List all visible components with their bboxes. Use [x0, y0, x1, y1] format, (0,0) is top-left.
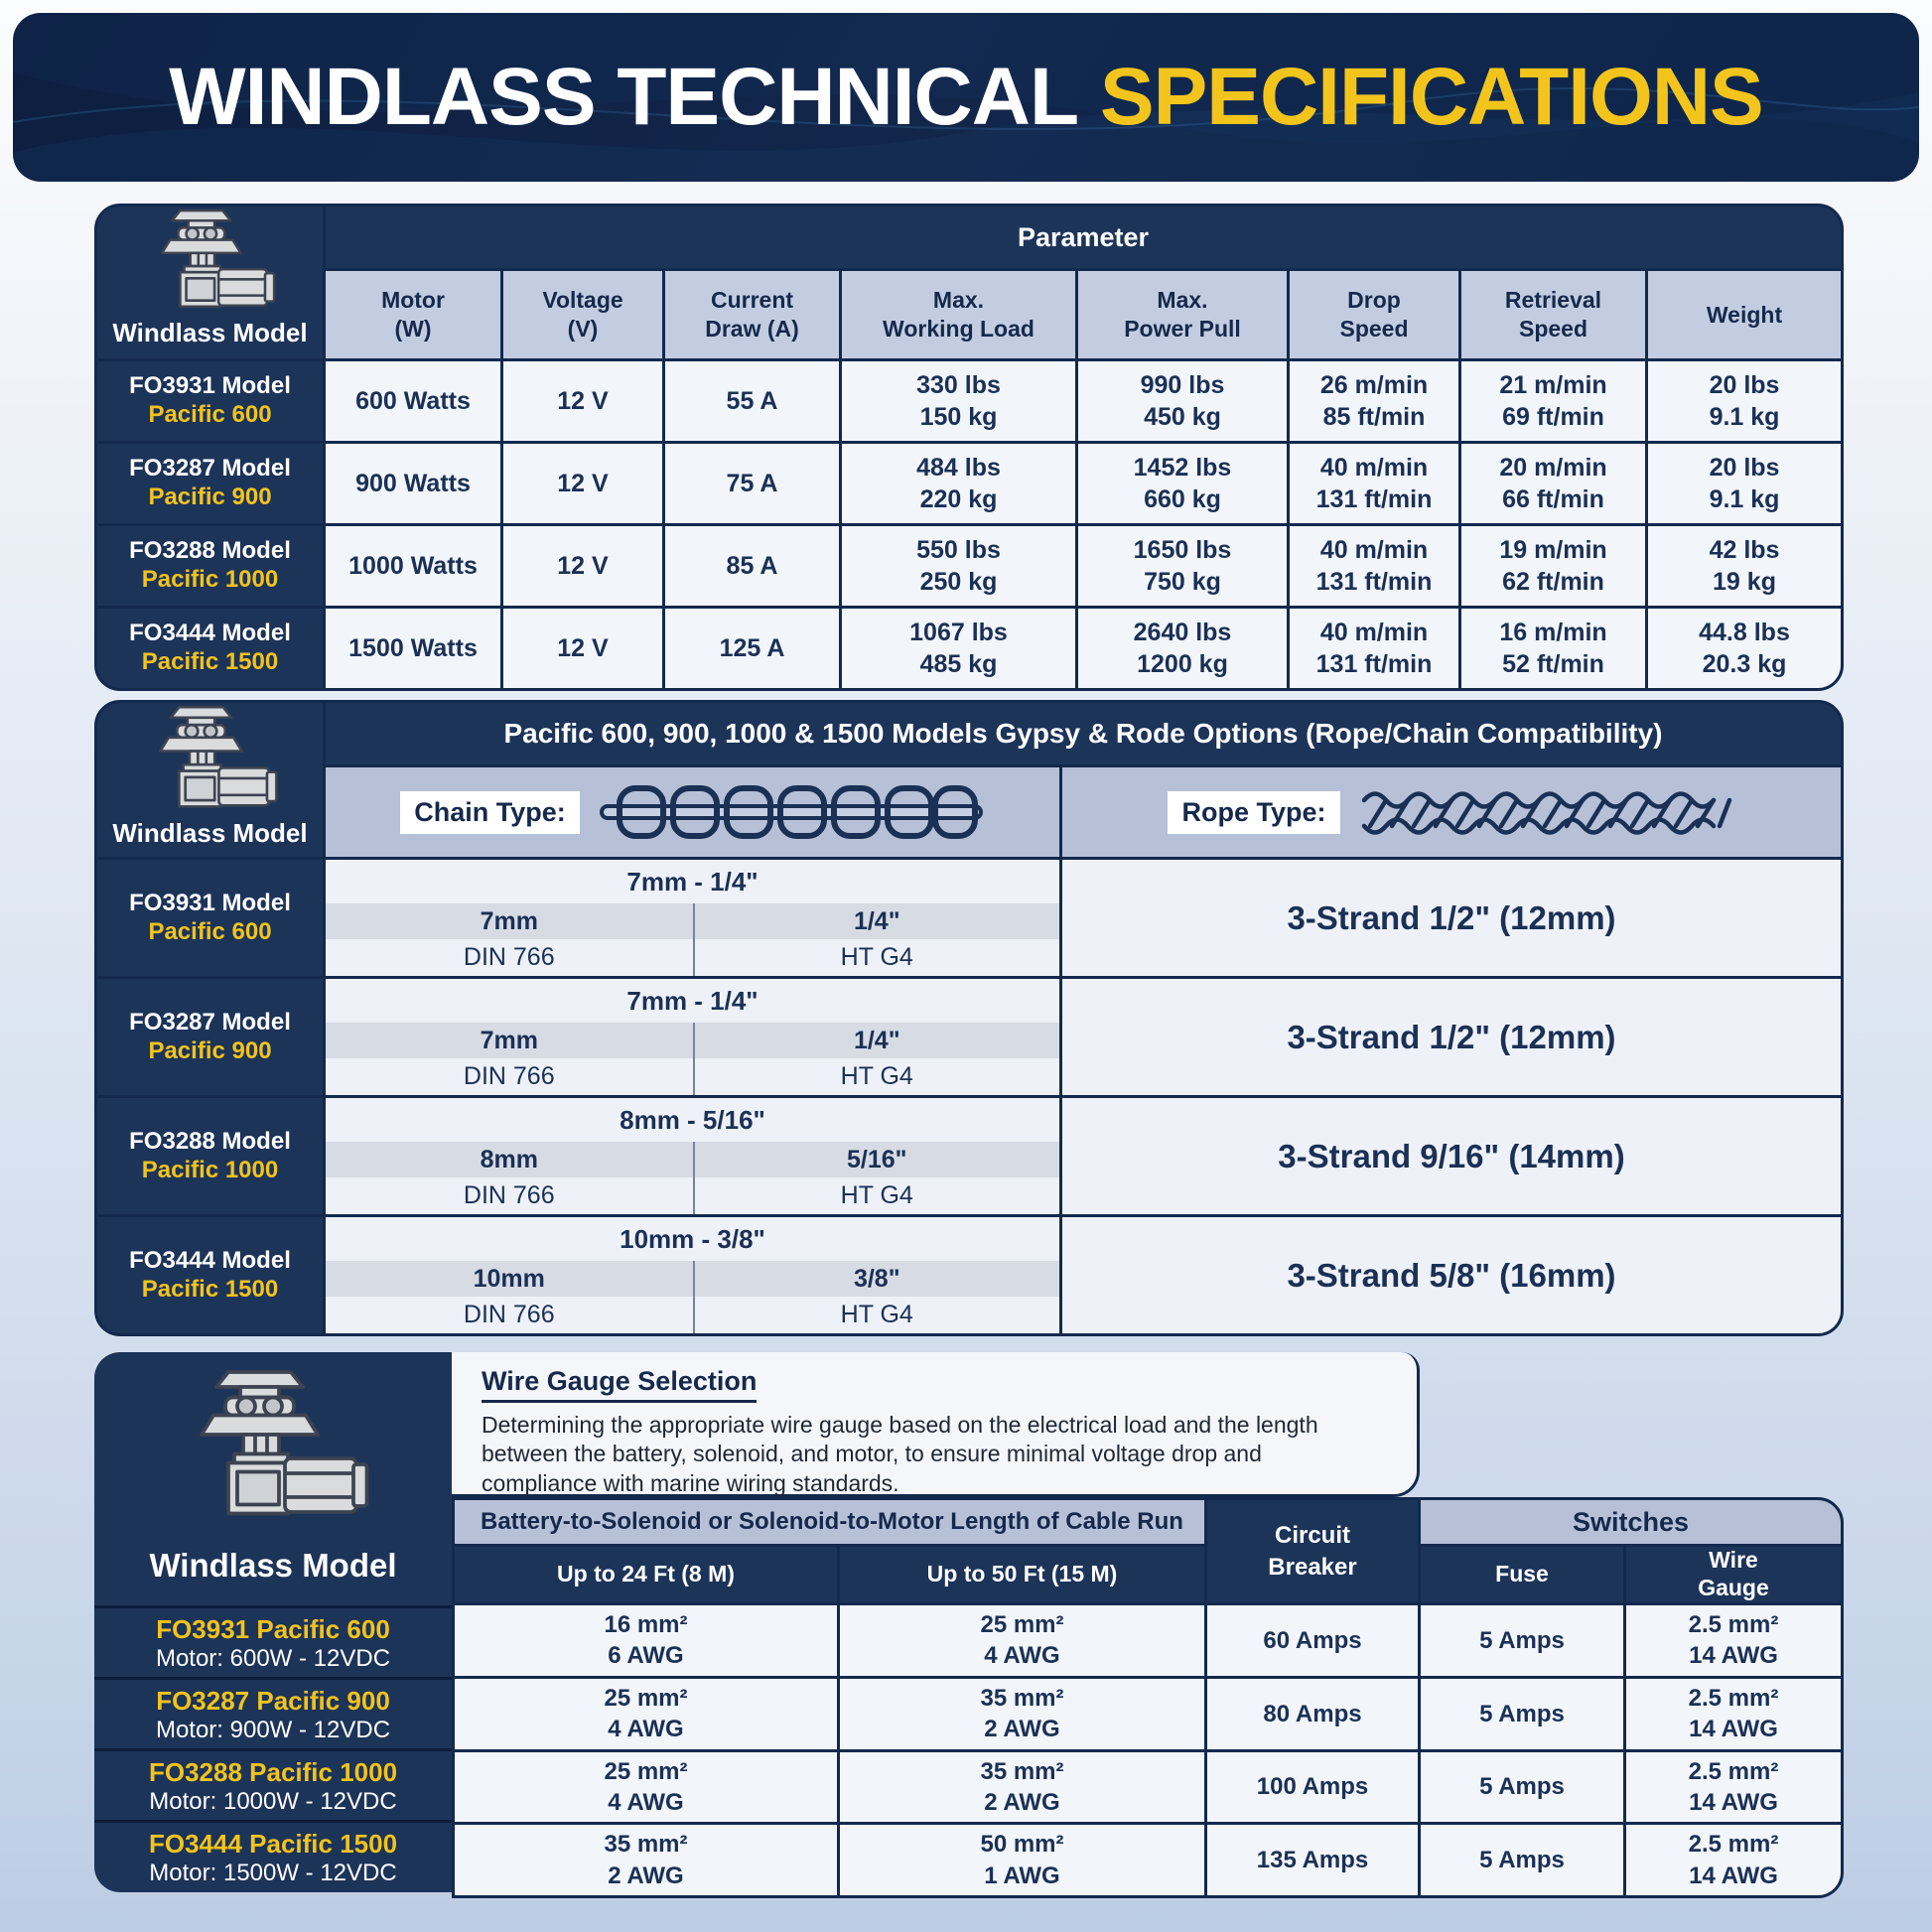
- rope-option-cell: 3-Strand 1/2" (12mm): [1062, 979, 1841, 1095]
- table-cell: 2.5 mm² 14 AWG: [1626, 1752, 1841, 1823]
- chain-mm: 10mm: [326, 1261, 693, 1297]
- table-cell: 5 Amps: [1421, 1679, 1623, 1749]
- gypsy-rode-table: [94, 700, 1844, 1336]
- chain-inch: 1/4": [693, 903, 1060, 939]
- t1-col-header-voltage: Voltage (V): [503, 271, 662, 358]
- table-cell: 12 V: [503, 526, 662, 606]
- windlass-icon: [169, 1366, 377, 1530]
- wire-gauge-model-panel: [94, 1352, 452, 1892]
- rope-type-label: Rope Type:: [1168, 791, 1339, 834]
- table-cell: 55 A: [665, 361, 839, 441]
- t1-row-model: FO3288 Model Pacific 1000: [97, 526, 323, 606]
- table-cell: 125 A: [665, 609, 839, 688]
- col-header-50ft: Up to 50 Ft (15 M): [840, 1547, 1204, 1602]
- table-cell: 484 lbs 220 kg: [842, 444, 1075, 523]
- table-cell: 2.5 mm² 14 AWG: [1626, 1605, 1841, 1676]
- table-cell: 1067 lbs 485 kg: [842, 609, 1075, 688]
- wire-gauge-info-body: Determining the appropriate wire gauge based on the electrical load and the length between the battery, solenoid, and motor, to ensure minimal voltage drop and compliance with marine wiring standards.: [482, 1412, 1318, 1496]
- table-cell: 40 m/min 131 ft/min: [1290, 444, 1458, 523]
- table-cell: 600 Watts: [326, 361, 500, 441]
- table-cell: 12 V: [503, 609, 662, 688]
- table-cell: 85 A: [665, 526, 839, 606]
- table-cell: 990 lbs 450 kg: [1078, 361, 1287, 441]
- chain-options-cell: [326, 860, 1059, 976]
- t2-row-model: FO3444 Model Pacific 1500: [97, 1217, 323, 1333]
- table-cell: 42 lbs 19 kg: [1648, 526, 1841, 606]
- col-header-24ft: Up to 24 Ft (8 M): [455, 1547, 837, 1602]
- chain-inch-standard: HT G4: [693, 1177, 1060, 1214]
- chain-mm-standard: DIN 766: [326, 1177, 693, 1214]
- rope-option-cell: 3-Strand 5/8" (16mm): [1062, 1217, 1841, 1333]
- t1-col-header-working-load: Max. Working Load: [842, 271, 1075, 358]
- t1-model-header-cell: [97, 207, 323, 358]
- table-cell: 25 mm² 4 AWG: [455, 1752, 837, 1823]
- t2-row-model: FO3287 Model Pacific 900: [97, 979, 323, 1095]
- rope-option-cell: 3-Strand 1/2" (12mm): [1062, 860, 1841, 976]
- t1-col-header-power-pull: Max. Power Pull: [1078, 271, 1287, 358]
- chain-size-range: 10mm - 3/8": [326, 1217, 1059, 1261]
- rope-option-cell: 3-Strand 9/16" (14mm): [1062, 1098, 1841, 1214]
- table-cell: 5 Amps: [1421, 1605, 1623, 1676]
- table-cell: 16 m/min 52 ft/min: [1461, 609, 1645, 688]
- chain-size-range: 7mm - 1/4": [326, 860, 1059, 903]
- table-cell: 100 Amps: [1207, 1752, 1418, 1823]
- t1-col-header-motor: Motor (W): [326, 271, 500, 358]
- rope-type-header: [1062, 767, 1841, 857]
- table-cell: 80 Amps: [1207, 1679, 1418, 1749]
- table-cell: 50 mm² 1 AWG: [840, 1825, 1204, 1895]
- chain-mm: 8mm: [326, 1142, 693, 1177]
- table-cell: 20 lbs 9.1 kg: [1648, 361, 1841, 441]
- table-cell: 5 Amps: [1421, 1752, 1623, 1823]
- wire-gauge-info-title: Wire Gauge Selection: [482, 1366, 757, 1403]
- chain-inch-standard: HT G4: [693, 1297, 1060, 1333]
- chain-mm: 7mm: [326, 1023, 693, 1058]
- wire-gauge-info-box: [452, 1352, 1420, 1497]
- switches-header: Switches: [1421, 1500, 1841, 1544]
- table-cell: 16 mm² 6 AWG: [455, 1605, 837, 1676]
- chain-options-cell: [326, 1217, 1059, 1333]
- t3-row-model: FO3288 Pacific 1000 Motor: 1000W - 12VDC: [94, 1748, 452, 1823]
- chain-options-cell: [326, 1098, 1059, 1214]
- table-cell: 1650 lbs 750 kg: [1078, 526, 1287, 606]
- t1-col-header-weight: Weight: [1648, 271, 1841, 358]
- table-cell: 40 m/min 131 ft/min: [1290, 526, 1458, 606]
- t1-col-header-retrieval-speed: Retrieval Speed: [1461, 271, 1645, 358]
- circuit-breaker-header: Circuit Breaker: [1207, 1500, 1418, 1602]
- t1-row-model: FO3931 Model Pacific 600: [97, 361, 323, 441]
- chain-mm-standard: DIN 766: [326, 1297, 693, 1333]
- page-title: [169, 51, 1763, 144]
- table-cell: 900 Watts: [326, 444, 500, 523]
- t2-title-band: Pacific 600, 900, 1000 & 1500 Models Gypsy & Rode Options (Rope/Chain Compatibility): [326, 703, 1841, 764]
- table-cell: 35 mm² 2 AWG: [840, 1679, 1204, 1749]
- table-cell: 35 mm² 2 AWG: [840, 1752, 1204, 1823]
- table-cell: 21 m/min 69 ft/min: [1461, 361, 1645, 441]
- chain-mm-standard: DIN 766: [326, 939, 693, 976]
- table-cell: 135 Amps: [1207, 1825, 1418, 1895]
- t2-row-model: FO3931 Model Pacific 600: [97, 860, 323, 976]
- table-cell: 35 mm² 2 AWG: [455, 1825, 837, 1895]
- header-banner: [13, 13, 1919, 182]
- windlass-icon: [136, 207, 285, 318]
- chain-type-header: [326, 767, 1059, 857]
- t3-row-model: FO3444 Pacific 1500 Motor: 1500W - 12VDC: [94, 1820, 452, 1892]
- chain-type-label: Chain Type:: [400, 791, 580, 834]
- t1-model-header-label: Windlass Model: [112, 318, 308, 347]
- table-cell: 25 mm² 4 AWG: [455, 1679, 837, 1749]
- table-cell: 1500 Watts: [326, 609, 500, 688]
- t2-model-header-label: Windlass Model: [112, 818, 308, 848]
- chain-inch: 5/16": [693, 1142, 1060, 1177]
- table-cell: 44.8 lbs 20.3 kg: [1648, 609, 1841, 688]
- table-cell: 26 m/min 85 ft/min: [1290, 361, 1458, 441]
- col-header-fuse: Fuse: [1421, 1547, 1623, 1602]
- table-cell: 2.5 mm² 14 AWG: [1626, 1679, 1841, 1749]
- page-title-white: WINDLASS TECHNICAL: [169, 52, 1079, 142]
- table-cell: 60 Amps: [1207, 1605, 1418, 1676]
- chain-options-cell: [326, 979, 1059, 1095]
- table-cell: 40 m/min 131 ft/min: [1290, 609, 1458, 688]
- t1-parameter-band: Parameter: [326, 207, 1841, 268]
- wire-gauge-table: [452, 1497, 1844, 1898]
- chain-icon: [598, 781, 985, 843]
- cable-run-header: Battery-to-Solenoid or Solenoid-to-Motor Length of Cable Run: [455, 1500, 1204, 1544]
- chain-inch-standard: HT G4: [693, 1058, 1060, 1095]
- table-cell: 12 V: [503, 361, 662, 441]
- t1-col-header-drop-speed: Drop Speed: [1290, 271, 1458, 358]
- t3-row-model: FO3931 Pacific 600 Motor: 600W - 12VDC: [94, 1605, 452, 1680]
- table-cell: 20 m/min 66 ft/min: [1461, 444, 1645, 523]
- table-cell: 2.5 mm² 14 AWG: [1626, 1825, 1841, 1895]
- chain-inch-standard: HT G4: [693, 939, 1060, 976]
- t1-row-model: FO3444 Model Pacific 1500: [97, 609, 323, 688]
- chain-inch: 3/8": [693, 1261, 1060, 1297]
- chain-inch: 1/4": [693, 1023, 1060, 1058]
- page-title-yellow: SPECIFICATIONS: [1099, 52, 1763, 142]
- table-cell: 330 lbs 150 kg: [842, 361, 1075, 441]
- table-cell: 1000 Watts: [326, 526, 500, 606]
- table-cell: 5 Amps: [1421, 1825, 1623, 1895]
- windlass-icon: [136, 703, 285, 818]
- table-cell: 20 lbs 9.1 kg: [1648, 444, 1841, 523]
- table-cell: 19 m/min 62 ft/min: [1461, 526, 1645, 606]
- table-cell: 550 lbs 250 kg: [842, 526, 1075, 606]
- table-cell: 12 V: [503, 444, 662, 523]
- t2-model-header-cell: [97, 703, 323, 857]
- t3-row-model: FO3287 Pacific 900 Motor: 900W - 12VDC: [94, 1677, 452, 1751]
- table-cell: 1452 lbs 660 kg: [1078, 444, 1287, 523]
- chain-size-range: 7mm - 1/4": [326, 979, 1059, 1023]
- t3-model-header-label: Windlass Model: [149, 1547, 397, 1584]
- table-cell: 75 A: [665, 444, 839, 523]
- table-cell: 2640 lbs 1200 kg: [1078, 609, 1287, 688]
- t2-row-model: FO3288 Model Pacific 1000: [97, 1098, 323, 1214]
- rope-icon: [1358, 784, 1735, 840]
- t1-row-model: FO3287 Model Pacific 900: [97, 444, 323, 523]
- table-cell: 25 mm² 4 AWG: [840, 1605, 1204, 1676]
- chain-mm-standard: DIN 766: [326, 1058, 693, 1095]
- parameter-table: [94, 204, 1844, 691]
- t1-col-header-current: Current Draw (A): [665, 271, 839, 358]
- col-header-wire-gauge: Wire Gauge: [1626, 1547, 1841, 1602]
- chain-size-range: 8mm - 5/16": [326, 1098, 1059, 1142]
- chain-mm: 7mm: [326, 903, 693, 939]
